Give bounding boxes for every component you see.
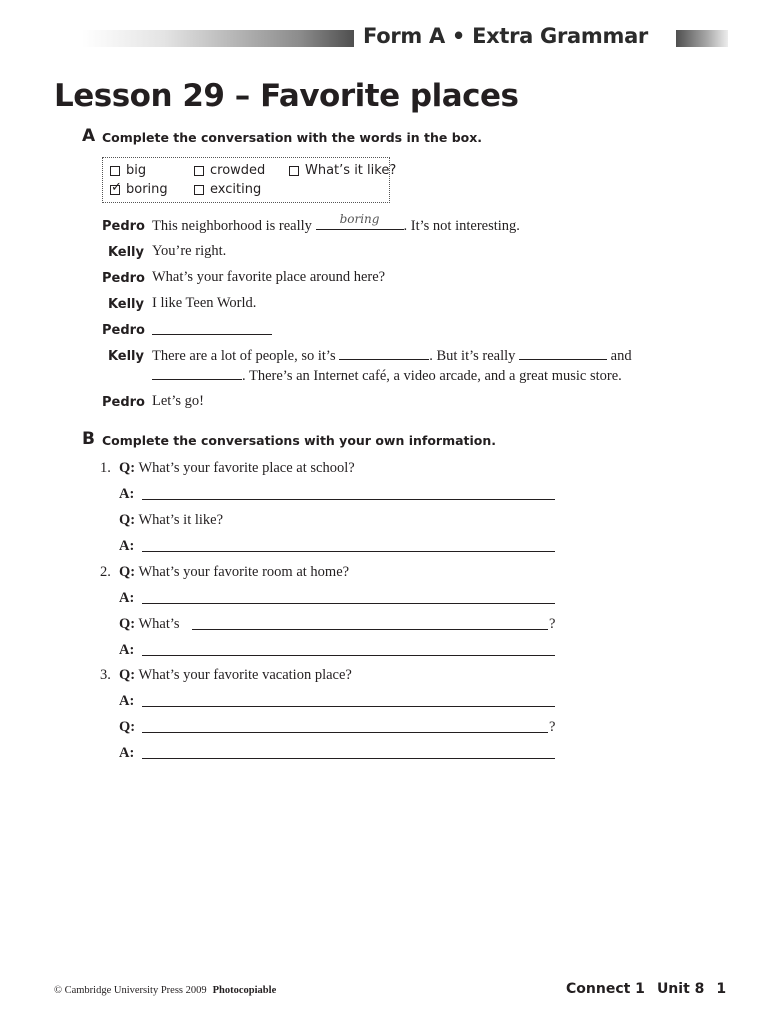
dialogue-line: What’s your favorite place around here? — [152, 269, 386, 285]
answer-blank[interactable] — [152, 334, 272, 335]
answer-line[interactable] — [142, 551, 555, 552]
section-b-instruction: Complete the conversations with your own information. — [102, 433, 497, 448]
question-mark: ? — [549, 616, 556, 632]
checked-checkbox-icon[interactable] — [110, 185, 120, 195]
a-label: A: — [119, 486, 135, 502]
q-label: Q: — [119, 616, 136, 632]
word-option — [110, 163, 146, 178]
a-label: A: — [119, 693, 135, 709]
book-name: Connect 1 — [566, 981, 645, 997]
word-option — [110, 182, 168, 197]
question-line-blank[interactable] — [192, 629, 548, 630]
question-text: What’s your favorite room at home? — [138, 564, 350, 580]
speaker-name: Pedro — [102, 395, 145, 410]
section-a-instruction: Complete the conversation with the words in the box. — [102, 130, 483, 145]
word-label: exciting — [210, 182, 262, 197]
checkbox-icon[interactable] — [289, 166, 299, 176]
dialogue-line — [152, 212, 520, 235]
line-text: There are a lot of people, so it’s — [152, 348, 336, 364]
question-line — [119, 667, 352, 684]
answer-label — [119, 590, 134, 607]
q-label: Q: — [119, 564, 136, 580]
answer-line[interactable] — [142, 706, 555, 707]
answer-label — [119, 693, 134, 710]
q-label: Q: — [119, 719, 136, 735]
a-label: A: — [119, 745, 135, 761]
answer-label — [119, 642, 134, 659]
word-label: crowded — [210, 163, 266, 178]
header-gradient-tail — [676, 30, 728, 47]
dialogue-line: I like Teen World. — [152, 295, 257, 311]
line-text: and — [610, 348, 632, 364]
word-box — [102, 157, 397, 203]
section-a-letter: A — [82, 126, 96, 146]
q-label: Q: — [119, 460, 136, 476]
checkbox-icon[interactable] — [110, 166, 120, 176]
word-label: boring — [126, 182, 168, 197]
handwritten-answer: boring — [339, 212, 380, 226]
word-label: big — [126, 163, 147, 178]
question-number: 1. — [100, 460, 111, 476]
speaker-name: Pedro — [102, 271, 145, 286]
dialogue-line: You’re right. — [152, 243, 227, 259]
word-option — [194, 163, 265, 178]
line-text: . It’s not interesting. — [403, 218, 520, 234]
question-line — [119, 460, 355, 477]
photocopiable-label: Photocopiable — [212, 985, 277, 996]
footer-page-info — [566, 981, 726, 997]
answer-line[interactable] — [142, 603, 555, 604]
line-text: This neighborhood is really — [152, 218, 312, 234]
question-text: What’s your favorite vacation place? — [138, 667, 352, 683]
question-line — [119, 564, 349, 581]
answer-line[interactable] — [142, 499, 555, 500]
question-line-blank[interactable] — [142, 732, 548, 733]
line-text: . But it’s really — [429, 348, 516, 364]
answer-blank[interactable] — [316, 212, 404, 230]
answer-line[interactable] — [142, 758, 555, 759]
question-text: What’s — [138, 616, 180, 632]
question-line — [119, 512, 223, 529]
dialogue-line — [152, 367, 622, 385]
a-label: A: — [119, 538, 135, 554]
answer-line[interactable] — [142, 655, 555, 656]
word-option — [289, 163, 396, 178]
speaker-name: Pedro — [102, 219, 145, 234]
question-line — [119, 719, 135, 736]
line-text: . There’s an Internet café, a video arcade, and a great music store. — [242, 368, 622, 384]
a-label: A: — [119, 590, 135, 606]
dialogue-line — [152, 347, 632, 365]
answer-blank[interactable] — [152, 367, 242, 380]
header-title: Form A • Extra Grammar — [363, 24, 648, 48]
answer-blank[interactable] — [339, 347, 429, 360]
copyright-text: © Cambridge University Press 2009 — [54, 985, 207, 996]
a-label: A: — [119, 642, 135, 658]
page-number: 1 — [716, 981, 727, 997]
answer-blank[interactable] — [519, 347, 607, 360]
q-label: Q: — [119, 667, 136, 683]
speaker-name: Kelly — [107, 245, 144, 260]
question-number: 2. — [100, 564, 111, 580]
question-number: 3. — [100, 667, 111, 683]
unit-label: Unit 8 — [656, 981, 705, 997]
question-text: What’s your favorite place at school? — [138, 460, 355, 476]
speaker-name: Kelly — [107, 297, 144, 312]
lesson-title: Lesson 29 – Favorite places — [54, 78, 519, 114]
section-b-letter: B — [82, 429, 95, 449]
word-label: What’s it like? — [305, 163, 397, 178]
answer-label — [119, 486, 134, 503]
question-text: What’s it like? — [138, 512, 224, 528]
answer-label — [119, 538, 134, 555]
dialogue-line: Let’s go! — [152, 393, 204, 409]
q-label: Q: — [119, 512, 136, 528]
question-line — [119, 616, 180, 633]
header-gradient-bar — [82, 30, 354, 47]
word-option — [194, 182, 261, 197]
checkbox-icon[interactable] — [194, 185, 204, 195]
question-mark: ? — [549, 719, 556, 735]
footer-copyright — [54, 985, 276, 996]
answer-label — [119, 745, 134, 762]
speaker-name: Kelly — [107, 349, 144, 364]
speaker-name: Pedro — [102, 323, 145, 338]
checkbox-icon[interactable] — [194, 166, 204, 176]
